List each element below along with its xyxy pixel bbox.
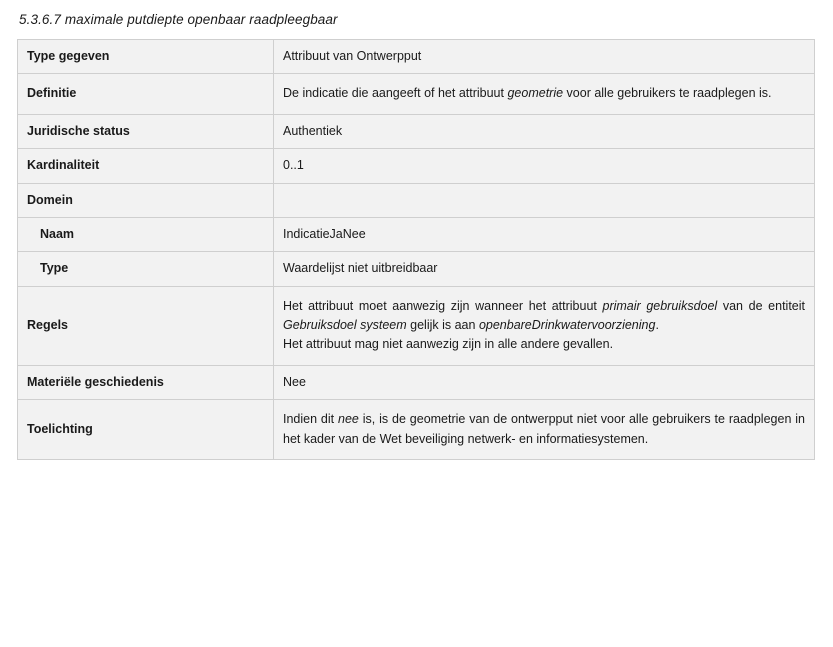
definitie-text-post: voor alle gebruikers te raadplegen is. [563,86,772,101]
regels-rule-1-emphasis-2: Gebruiksdoel systeem [283,318,407,332]
regels-rule-1-end: . [655,318,659,332]
row-value-kardinaliteit: 0..1 [274,149,815,183]
table-row [18,149,815,183]
definitie-text-pre: De indicatie die aangeeft of het attribuut [283,86,508,101]
regels-rule-1-mid: van de entiteit [717,298,805,313]
row-label-type: Type [18,252,274,286]
definitie-text [283,86,772,100]
table-row [18,183,815,217]
row-label-kardinaliteit: Kardinaliteit [18,149,274,183]
row-value-definitie [274,74,815,114]
attribute-specification-table [17,39,815,460]
table-row [18,74,815,114]
regels-rule-2: Het attribuut mag niet aanwezig zijn in alle andere gevallen. [283,337,614,352]
definitie-text-emphasis: geometrie [507,86,564,101]
row-value-domein [274,183,815,217]
table-row [18,400,815,460]
table-row [18,252,815,286]
row-value-juridische-status: Authentiek [274,114,815,148]
table-row [18,365,815,399]
row-label-type-gegeven: Type gegeven [18,40,274,74]
regels-rule-1-post: gelijk is aan [406,318,479,332]
row-label-naam: Naam [18,217,274,251]
regels-rule-1-emphasis-1: primair gebruiksdoel [602,298,718,313]
table-row [18,40,815,74]
toelichting-text-pre: Indien dit [283,412,339,427]
toelichting-text [283,412,805,445]
regels-rule-1 [283,297,805,336]
row-label-juridische-status: Juridische status [18,114,274,148]
table-row [18,114,815,148]
row-label-domein: Domein [18,183,274,217]
row-value-regels [274,286,815,365]
table-row [18,217,815,251]
row-value-type: Waardelijst niet uitbreidbaar [274,252,815,286]
table-row [18,286,815,365]
row-label-definitie: Definitie [18,74,274,114]
toelichting-text-post: is, is de geometrie van de ontwerpput niet voor alle gebruikers te raadplegen in het kader van de Wet beveiliging netwerk- en informatiesystemen. [283,412,805,446]
toelichting-text-emphasis: nee [338,412,359,427]
row-label-toelichting: Toelichting [18,400,274,460]
page-title: 5.3.6.7 maximale putdiepte openbaar raadpleegbaar [19,12,338,27]
row-label-materiele-geschiedenis: Materiële geschiedenis [18,365,274,399]
row-value-type-gegeven: Attribuut van Ontwerpput [274,40,815,74]
row-label-regels: Regels [18,286,274,365]
regels-rule-1-emphasis-3: openbareDrinkwatervoorziening [478,318,656,332]
row-value-toelichting [274,400,815,460]
regels-rule-1-pre: Het attribuut moet aanwezig zijn wanneer het attribuut [283,298,603,313]
row-value-naam: IndicatieJaNee [274,217,815,251]
row-value-materiele-geschiedenis: Nee [274,365,815,399]
